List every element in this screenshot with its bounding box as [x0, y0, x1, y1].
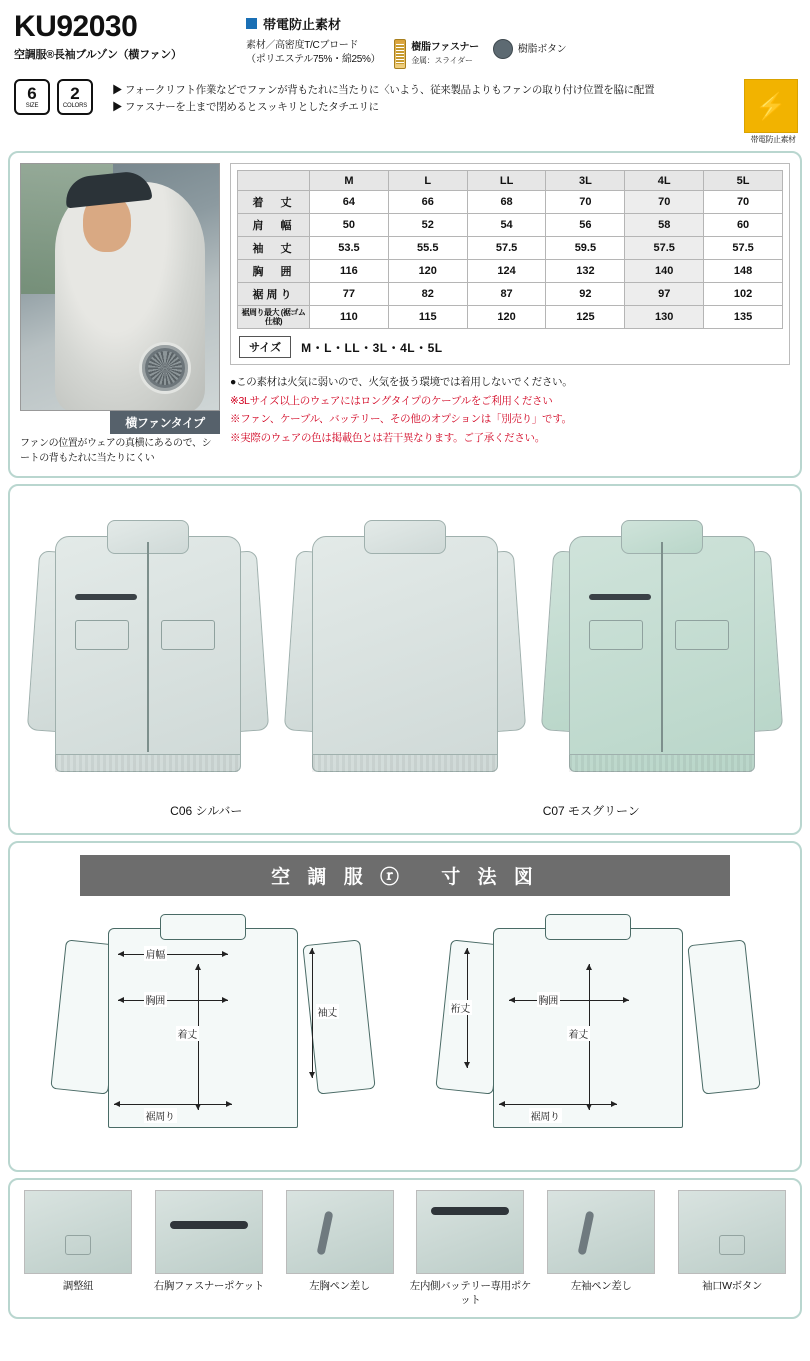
table-row	[238, 191, 783, 214]
spec-row	[246, 39, 798, 69]
side-fan-tag: 横ファンタイプ	[110, 411, 220, 434]
chest-zip-pocket	[75, 594, 137, 600]
label-hem: 裾周り	[529, 1108, 562, 1123]
fig-collar	[160, 914, 246, 940]
fig-collar	[545, 914, 631, 940]
fastener-label: 樹脂ファスナー	[411, 42, 479, 53]
size-th-l: L	[388, 171, 467, 191]
cell: 53.5	[310, 237, 389, 260]
jacket-front-silver	[33, 508, 263, 798]
chest-pocket-left	[589, 620, 643, 650]
color-count: 2	[70, 84, 80, 103]
cell: 70	[704, 191, 783, 214]
jacket-hem	[55, 754, 241, 772]
size-count: 6	[27, 84, 37, 103]
note-1: ●この素材は火気に弱いので、火気を扱う環境では着用しないでください。	[230, 376, 573, 389]
fastener-sub: 金属：スライダー	[411, 56, 473, 65]
size-th-4l: 4L	[625, 171, 704, 191]
header-specs	[246, 12, 798, 69]
panel-features	[8, 1178, 802, 1319]
jacket-back-silver	[290, 508, 520, 798]
cell: 82	[388, 283, 467, 306]
size-table	[237, 170, 783, 329]
jacket-body	[312, 536, 498, 772]
size-caption: SIZE	[25, 103, 39, 109]
cell: 54	[467, 214, 546, 237]
material-label: 素材／高密度T/Cブロード	[246, 40, 359, 51]
table-row	[238, 260, 783, 283]
list-item	[147, 1190, 271, 1307]
button-spec	[493, 39, 567, 59]
note-3: ※ファン、ケーブル、バッテリー、その他のオプションは「別売り」です。	[230, 413, 572, 426]
cell: 97	[625, 283, 704, 306]
feature-caption-6: 袖口Wボタン	[701, 1280, 762, 1292]
side-fan-icon	[139, 342, 191, 394]
notes-list	[230, 373, 790, 447]
label-shoulder: 肩幅	[144, 946, 167, 961]
feature-caption-3: 左胸ペン差し	[309, 1280, 370, 1292]
feature-photo-2	[155, 1190, 263, 1274]
cell: 64	[310, 191, 389, 214]
size-th-ll: LL	[467, 171, 546, 191]
cell: 120	[467, 306, 546, 329]
antistatic-badge-label: 帯電防止素材	[263, 17, 342, 32]
cell: 130	[625, 306, 704, 329]
table-row	[238, 237, 783, 260]
cell: 87	[467, 283, 546, 306]
label-length: 着丈	[567, 1026, 590, 1041]
button-icon	[493, 39, 513, 59]
dimension-figures	[20, 908, 790, 1158]
cell: 70	[546, 191, 625, 214]
cell: 56	[546, 214, 625, 237]
cell: 120	[388, 260, 467, 283]
size-table-header-row	[238, 171, 783, 191]
size-chip: サイズ	[239, 336, 291, 358]
cell: 55.5	[388, 237, 467, 260]
label-sleeve: 袖丈	[316, 1004, 339, 1019]
size-th-3l: 3L	[546, 171, 625, 191]
list-item	[278, 1190, 402, 1307]
product-code-block	[14, 12, 246, 62]
list-item	[408, 1190, 532, 1307]
jacket-zipper	[147, 542, 149, 752]
fastener-text	[411, 41, 479, 67]
product-name: 空調服®長袖ブルゾン（横ファン）	[14, 49, 182, 61]
row-label-sodetake: 袖 丈	[238, 237, 310, 260]
feature-photo-6	[678, 1190, 786, 1274]
row-label-kyoui: 胸 囲	[238, 260, 310, 283]
label-chest: 胸囲	[144, 992, 167, 1007]
cell: 140	[625, 260, 704, 283]
note-4: ※実際のウェアの色は掲載色とは若干異なります。ご了承ください。	[230, 431, 545, 444]
size-table-column	[230, 163, 790, 466]
panel-dimensions	[8, 841, 802, 1172]
size-table-wrap	[230, 163, 790, 365]
panel-colors	[8, 484, 802, 835]
size-count-badge	[14, 79, 50, 115]
cell: 92	[546, 283, 625, 306]
cell: 50	[310, 214, 389, 237]
zipper-icon	[394, 39, 406, 69]
row-label-katahaba: 肩 幅	[238, 214, 310, 237]
side-fan-caption: ファンの位置がウェアの真横にあるので、シートの背もたれに当たりにくい	[20, 438, 212, 464]
cell: 148	[704, 260, 783, 283]
jacket-front-green	[547, 508, 777, 798]
list-item	[16, 1190, 140, 1307]
antistatic-badge	[246, 14, 798, 33]
page-header	[8, 6, 802, 73]
feature-bullets	[112, 79, 744, 116]
table-row	[238, 214, 783, 237]
cell: 102	[704, 283, 783, 306]
cell: 52	[388, 214, 467, 237]
cell: 116	[310, 260, 389, 283]
fig-body	[108, 928, 298, 1128]
label-chest: 胸囲	[537, 992, 560, 1007]
material-sub: （ポリエステル75%・綿25%）	[246, 53, 381, 65]
cell: 57.5	[704, 237, 783, 260]
table-row	[238, 283, 783, 306]
bullet-2: ▶ ファスナーを上まで閉めるとスッキリとしたタチエリに	[112, 100, 379, 113]
bullet-1: ▶ フォークリフト作業などでファンが背もたれに当たりに〈いよう、従来製品よりもファンの取り付け位置を脇に配置	[112, 84, 655, 96]
cell: 132	[546, 260, 625, 283]
color-label-green: C07 モスグリーン	[542, 804, 640, 818]
feature-photo-3	[286, 1190, 394, 1274]
arrow-hem	[499, 1104, 617, 1105]
feature-caption-5: 左袖ペン差し	[570, 1280, 632, 1292]
label-hem: 裾周り	[144, 1108, 177, 1123]
row-label-susomawari-max: 裾周り最大 (裾ゴム仕様)	[238, 306, 310, 329]
arrow-sleeve	[312, 948, 313, 1078]
cell: 110	[310, 306, 389, 329]
cell: 115	[388, 306, 467, 329]
cell: 57.5	[625, 237, 704, 260]
chest-pocket-right	[675, 620, 729, 650]
table-row	[238, 306, 783, 329]
color-label-silver: C06 シルバー	[170, 804, 243, 818]
model-photo	[20, 163, 220, 411]
label-length: 着丈	[176, 1026, 199, 1041]
color-caption: COLORS	[62, 103, 88, 109]
cell: 135	[704, 306, 783, 329]
fastener-spec	[394, 39, 479, 69]
arrow-chest	[509, 1000, 629, 1001]
cell: 68	[467, 191, 546, 214]
feature-list	[16, 1190, 794, 1307]
size-values: M・L・LL・3L・4L・5L	[301, 340, 443, 355]
feature-caption-2: 右胸ファスナーポケット	[153, 1280, 264, 1292]
cell: 125	[546, 306, 625, 329]
button-label: 樹脂ボタン	[517, 43, 567, 55]
cell: 58	[625, 214, 704, 237]
antistatic-icon: ⚡	[744, 79, 798, 133]
size-th-blank	[238, 171, 310, 191]
list-item	[539, 1190, 663, 1307]
size-note	[237, 336, 783, 358]
cell: 77	[310, 283, 389, 306]
panel-overview	[8, 151, 802, 478]
jacket-hem	[569, 754, 755, 772]
blue-square-icon	[246, 18, 257, 29]
photo-column	[20, 163, 220, 466]
feature-photo-1	[24, 1190, 132, 1274]
cell: 124	[467, 260, 546, 283]
feature-photo-5	[547, 1190, 655, 1274]
jacket-images	[20, 498, 790, 798]
chest-pocket-right	[161, 620, 215, 650]
cell: 57.5	[467, 237, 546, 260]
feature-photo-4	[416, 1190, 524, 1274]
chest-zip-pocket	[589, 594, 651, 600]
antistatic-mark-wrap	[744, 79, 802, 145]
jacket-hem	[312, 754, 498, 772]
arrow-shoulder	[118, 954, 228, 955]
fig-sleeve-right	[687, 939, 760, 1094]
cell: 66	[388, 191, 467, 214]
row-label-kitake: 着 丈	[238, 191, 310, 214]
dimension-figure-front	[48, 908, 378, 1148]
color-labels	[20, 802, 790, 827]
product-code: KU92030	[14, 10, 138, 43]
antistatic-mark-label: 帯電防止素材	[750, 135, 796, 144]
cell: 60	[704, 214, 783, 237]
chest-pocket-left	[75, 620, 129, 650]
size-color-bar	[8, 79, 802, 145]
jacket-collar	[364, 520, 446, 554]
cell: 59.5	[546, 237, 625, 260]
feature-caption-1: 調整紐	[62, 1280, 94, 1292]
list-item	[670, 1190, 794, 1307]
jacket-zipper	[661, 542, 663, 752]
row-label-susomawari: 裾周り	[238, 283, 310, 306]
note-2: ※3Lサイズ以上のウェアにはロングタイプのケーブルをご利用ください	[230, 394, 553, 407]
arrow-hem	[114, 1104, 232, 1105]
material-spec	[246, 39, 380, 66]
feature-caption-4: 左内側バッテリー専用ポケット	[409, 1280, 531, 1307]
label-yuki: 裄丈	[449, 1000, 472, 1015]
dimension-figure-back	[433, 908, 763, 1148]
cell: 70	[625, 191, 704, 214]
size-th-m: M	[310, 171, 389, 191]
arrow-chest	[118, 1000, 228, 1001]
size-th-5l: 5L	[704, 171, 783, 191]
color-count-badge	[57, 79, 93, 115]
dimension-band-title: 空 調 服 ⓡ 寸 法 図	[80, 855, 730, 896]
